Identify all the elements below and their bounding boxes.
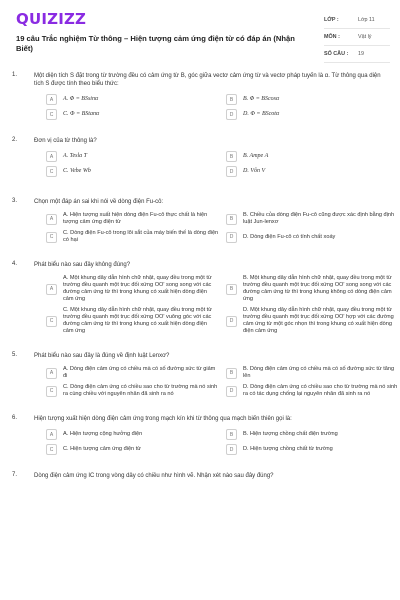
option-a[interactable] xyxy=(46,429,219,440)
option-letter-badge[interactable]: C xyxy=(46,166,57,177)
option-text: B. Chiều của dòng điện Fu-cô cũng được xác định bằng định luật Jun-lenxơ xyxy=(243,212,395,225)
option-letter-badge[interactable]: D xyxy=(226,386,237,397)
meta-label: MÔN : xyxy=(324,34,340,40)
option-letter-badge[interactable]: B xyxy=(226,429,237,440)
option-a[interactable] xyxy=(46,212,219,226)
option-letter-badge[interactable]: B xyxy=(226,214,237,225)
question-number: 1. xyxy=(12,72,18,78)
question-1 xyxy=(12,72,388,120)
option-letter-badge[interactable]: B xyxy=(226,151,237,162)
option-letter-badge[interactable]: D xyxy=(226,232,237,243)
question-number: 4. xyxy=(12,261,18,267)
option-text: B. Φ = BScosα xyxy=(243,96,280,102)
option-text: C. Φ = BStanα xyxy=(63,111,100,117)
option-b[interactable] xyxy=(226,212,399,226)
question-number: 6. xyxy=(12,415,18,421)
meta-value: Vật lý xyxy=(358,34,372,40)
answer-options xyxy=(46,94,388,120)
brand-logo: QUIZIZZ xyxy=(16,10,87,28)
option-text: A. Hiện tượng xuất hiện dòng điện Fu-cô thực chất là hiện tượng cảm ứng điện từ xyxy=(63,212,208,225)
option-c[interactable] xyxy=(46,109,219,120)
question-list xyxy=(0,72,400,480)
option-c[interactable] xyxy=(46,307,219,335)
question-text: Hiện tượng xuất hiện dòng điện cảm ứng trong mạch kín khi từ thông qua mạch biến thiên gọi là: xyxy=(34,416,292,422)
option-d[interactable] xyxy=(226,166,399,177)
option-letter-badge[interactable]: B xyxy=(226,368,237,379)
answer-options xyxy=(46,429,388,455)
option-c[interactable] xyxy=(46,230,219,244)
option-c[interactable] xyxy=(46,384,219,398)
question-text: Chọn một đáp án sai khi nói về dòng điện Fu-cô: xyxy=(34,199,164,205)
meta-label: SỐ CÂU : xyxy=(324,51,349,57)
question-number: 7. xyxy=(12,472,18,478)
option-text: D. Φ = BScotα xyxy=(243,111,280,117)
answer-options xyxy=(46,366,398,398)
option-d[interactable] xyxy=(226,384,399,398)
option-b[interactable] xyxy=(226,151,399,162)
question-number: 2. xyxy=(12,137,18,143)
option-letter-badge[interactable]: C xyxy=(46,444,57,455)
question-3 xyxy=(12,198,395,244)
option-letter-badge[interactable]: C xyxy=(46,316,57,327)
page-title: 19 câu Trắc nghiệm Từ thông – Hiện tượng cảm ứng điện từ có đáp án (Nhận Biết) xyxy=(16,34,295,53)
option-text: A. Φ = BSsinα xyxy=(63,96,99,102)
option-text: A. Dòng điện cảm ứng có chiều mà có số đường sức từ giảm đi xyxy=(63,366,216,379)
option-d[interactable] xyxy=(226,230,399,244)
option-text: C. Dòng điện Fu-cô trong lõi sắt của máy biến thế là dòng điện có hại xyxy=(63,230,219,243)
option-a[interactable] xyxy=(46,151,219,162)
option-a[interactable] xyxy=(46,275,219,303)
question-7 xyxy=(12,472,388,480)
option-letter-badge[interactable]: C xyxy=(46,109,57,120)
option-letter-badge[interactable]: A xyxy=(46,429,57,440)
option-b[interactable] xyxy=(226,94,399,105)
option-text: C. Dòng điện cảm ứng có chiều sao cho từ trường mà nó sinh ra cùng chiều với nguyên nhân đã sinh ra nó xyxy=(63,384,218,397)
option-text: C. Vebe Wb xyxy=(63,168,91,174)
meta-row-subject xyxy=(324,29,390,46)
option-text: D. Một khung dây dẫn hình chữ nhật, quay đều trong một từ trường đều quanh một trục đối xứng OO' hợp với các đường cảm ứng từ một góc nhọn thì trong khung có xuất hiện dòng điện cảm ứng xyxy=(243,307,394,334)
option-letter-badge[interactable]: C xyxy=(46,232,57,243)
answer-options xyxy=(46,212,395,244)
question-number: 5. xyxy=(12,352,18,358)
question-2 xyxy=(12,137,388,177)
question-text: Một diện tích S đặt trong từ trường đều có cảm ứng từ B, góc giữa vectơ cảm ứng từ và vectơ pháp tuyến là α. Từ thông qua diện tích S được tính theo biểu thức: xyxy=(34,73,381,87)
meta-row-grade xyxy=(324,12,390,29)
option-letter-badge[interactable]: B xyxy=(226,284,237,295)
header xyxy=(0,0,400,62)
option-letter-badge[interactable]: A xyxy=(46,284,57,295)
option-text: B. Ampe A xyxy=(243,153,269,159)
option-letter-badge[interactable]: D xyxy=(226,109,237,120)
option-text: C. Hiện tượng cảm ứng điện từ xyxy=(63,446,142,452)
question-text: Đơn vị của từ thông là? xyxy=(34,138,97,144)
option-text: D. Dòng điện cảm ứng có chiều sao cho từ trường mà nó sinh ra có tác dụng chống lại nguyên nhân đã sinh ra nó xyxy=(243,384,398,397)
option-a[interactable] xyxy=(46,366,219,380)
option-letter-badge[interactable]: D xyxy=(226,316,237,327)
question-text: Phát biểu nào sau đây là đúng về định luật Lenxơ? xyxy=(34,353,170,359)
option-b[interactable] xyxy=(226,275,399,303)
option-text: C. Một khung dây dẫn hình chữ nhật, quay đều trong một từ trường đều quanh một trục đối xứng OO' vuông góc với các đường cảm ứng từ thì trong khung có xuất hiện dòng điện cảm ứng xyxy=(63,307,212,334)
meta-label: LỚP : xyxy=(324,17,339,23)
meta-value: 19 xyxy=(358,51,364,57)
option-d[interactable] xyxy=(226,109,399,120)
option-text: D. Dòng điện Fu-cô có tính chất xoáy xyxy=(243,233,336,240)
question-5 xyxy=(12,352,398,398)
option-letter-badge[interactable]: D xyxy=(226,166,237,177)
option-text: A. Hiện tượng cộng hưởng điện xyxy=(63,431,143,437)
option-text: A. Một khung dây dẫn hình chữ nhật, quay đều trong một từ trường đều quanh một trục đối xứng OO' song song với các đường cảm ứng từ thì trong khung có xuất hiện dòng điện cảm ứng xyxy=(63,275,212,302)
meta-row-count xyxy=(324,46,390,63)
meta-table xyxy=(324,12,390,63)
option-letter-badge[interactable]: C xyxy=(46,386,57,397)
option-a[interactable] xyxy=(46,94,219,105)
option-text: D. Hiện tượng chồng chất từ trường xyxy=(243,446,333,452)
question-4 xyxy=(12,261,394,335)
option-letter-badge[interactable]: B xyxy=(226,94,237,105)
option-d[interactable] xyxy=(226,307,399,335)
option-text: D. Vôn V xyxy=(243,168,266,174)
answer-options xyxy=(46,275,394,335)
option-text: B. Hiện tượng chồng chất điện trường xyxy=(243,431,338,437)
option-text: B. Dòng điện cảm ứng có chiều mà có số đường sức từ tăng lên xyxy=(243,366,395,379)
option-letter-badge[interactable]: A xyxy=(46,94,57,105)
option-letter-badge[interactable]: A xyxy=(46,368,57,379)
meta-value: Lớp 11 xyxy=(358,17,375,23)
question-6 xyxy=(12,415,388,455)
option-d[interactable] xyxy=(226,444,399,455)
question-text: Dòng điện cảm ứng IC trong vòng dây có chiều như hình vẽ. Nhận xét nào sau đây đúng? xyxy=(34,473,274,479)
question-text: Phát biểu nào sau đây không đúng? xyxy=(34,262,131,268)
option-c[interactable] xyxy=(46,444,219,455)
option-text: A. Tesla T xyxy=(63,153,87,159)
option-letter-badge[interactable]: A xyxy=(46,151,57,162)
option-letter-badge[interactable]: D xyxy=(226,444,237,455)
question-number: 3. xyxy=(12,198,18,204)
option-text: B. Một khung dây dẫn hình chữ nhật, quay đều trong một từ trường đều quanh một trục đối xứng OO' song song với các đường cảm ứng từ thì trong khung không có dòng điện cảm ứng xyxy=(243,275,392,302)
answer-options xyxy=(46,151,388,177)
option-c[interactable] xyxy=(46,166,219,177)
option-b[interactable] xyxy=(226,429,399,440)
option-b[interactable] xyxy=(226,366,399,380)
option-letter-badge[interactable]: A xyxy=(46,214,57,225)
